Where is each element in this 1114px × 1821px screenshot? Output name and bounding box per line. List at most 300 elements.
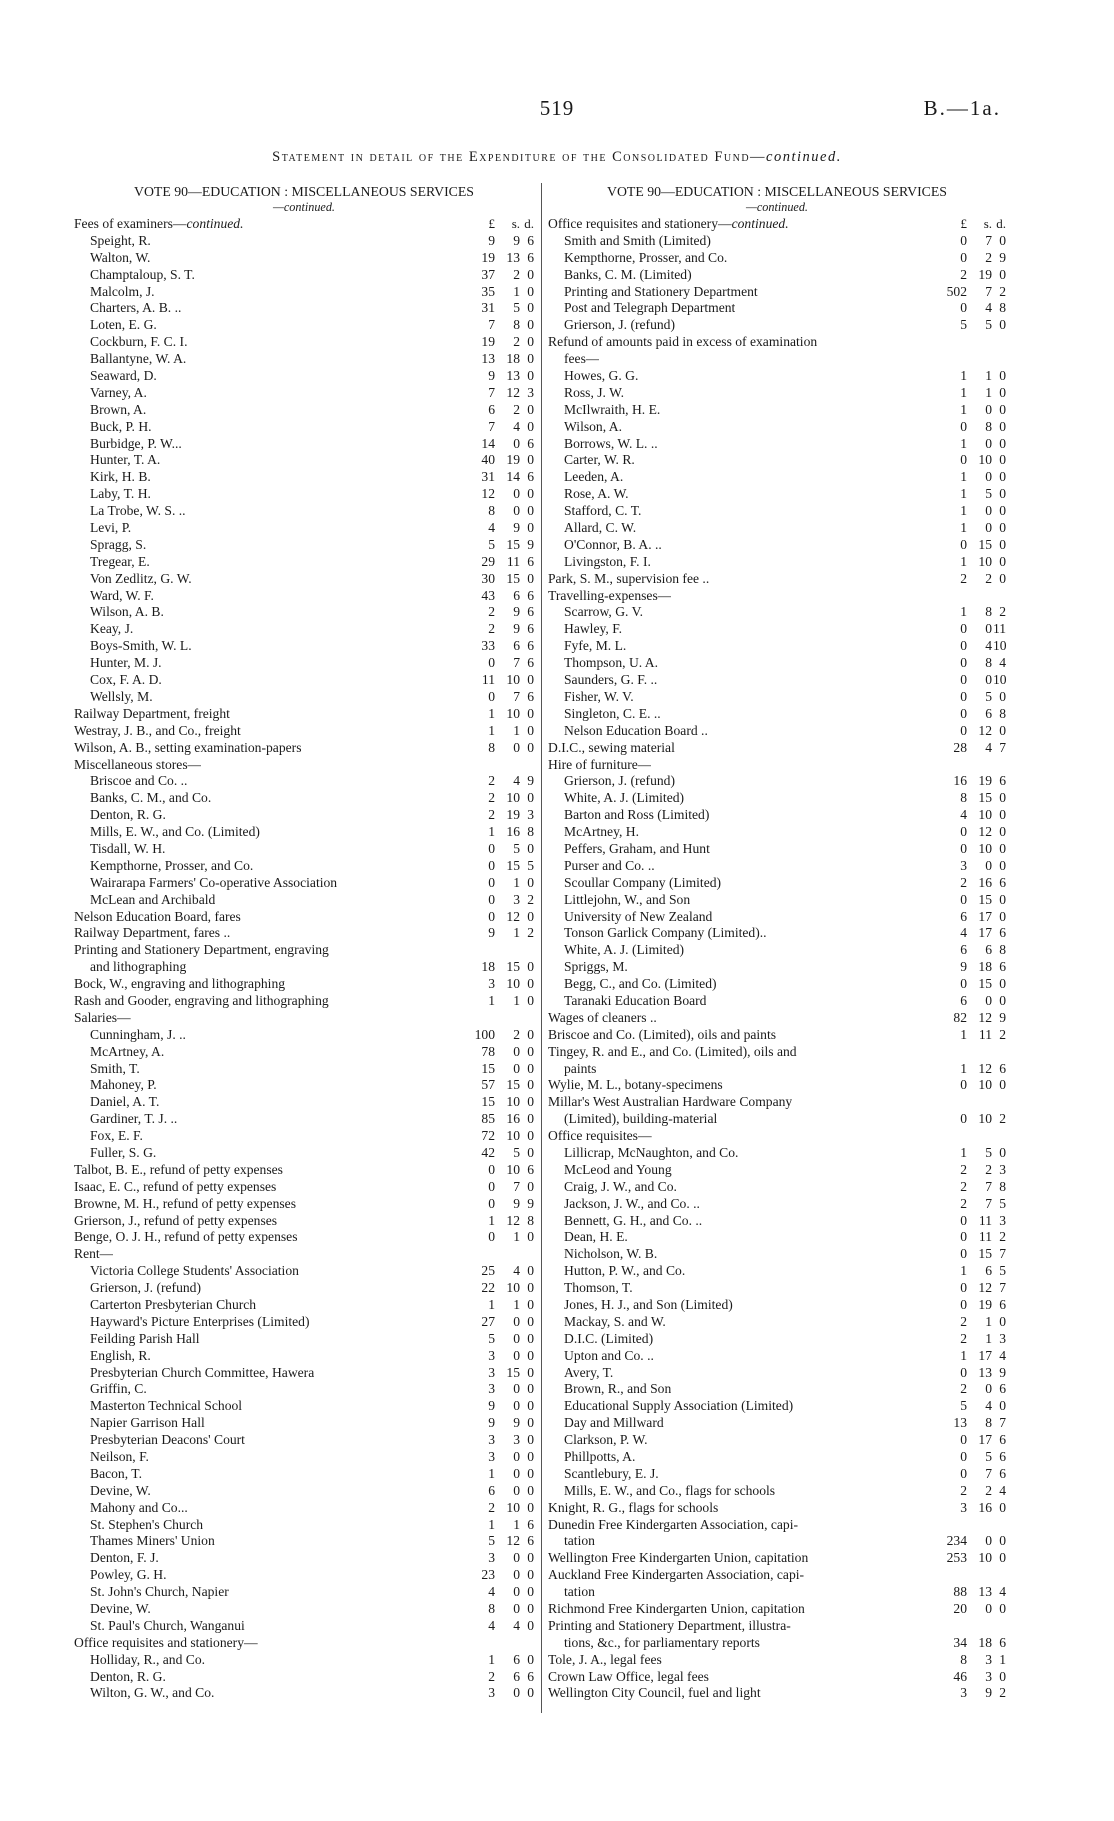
entry-amount	[934, 1517, 1006, 1534]
shillings-value: 4	[513, 1617, 520, 1633]
entry-label: Barton and Ross (Limited)	[564, 807, 710, 823]
pounds-value: 1	[960, 401, 967, 417]
entry-amount	[462, 773, 534, 790]
table-row	[74, 1348, 534, 1365]
shillings-value: 18	[506, 351, 520, 367]
pounds-value: 19	[481, 249, 495, 265]
table-row	[74, 909, 534, 926]
pence-value: 0	[527, 1550, 534, 1566]
entry-label: Cunningham, J. ..	[90, 1026, 186, 1042]
pounds-value: 25	[481, 1263, 495, 1279]
pounds-value: 6	[960, 942, 967, 958]
left-ledger-rows	[74, 216, 534, 1702]
table-row	[548, 503, 1006, 520]
pence-value: 6	[527, 688, 534, 704]
entry-label: Wilson, A.	[564, 418, 622, 434]
pounds-value: 1	[960, 469, 967, 485]
pounds-value: 57	[481, 1077, 495, 1093]
table-row	[74, 1635, 534, 1652]
table-row	[548, 655, 1006, 672]
entry-amount	[462, 1567, 534, 1584]
table-row	[548, 1466, 1006, 1483]
pence-value: 6	[999, 1060, 1006, 1076]
entry-label: Office requisites and stationery—	[74, 1634, 258, 1650]
pence-value: 2	[527, 925, 534, 941]
table-row	[74, 1466, 534, 1483]
table-row	[548, 892, 1006, 909]
shillings-value: 4	[985, 739, 992, 755]
entry-amount	[462, 638, 534, 655]
table-row	[548, 1415, 1006, 1432]
entry-amount	[934, 807, 1006, 824]
pence-value: 0	[527, 672, 534, 688]
entry-amount	[462, 1246, 534, 1263]
pence-value: d.	[524, 216, 534, 231]
entry-amount	[462, 959, 534, 976]
shillings-value: 8	[985, 655, 992, 671]
shillings-value: 12	[506, 908, 520, 924]
entry-label: Begg, C., and Co. (Limited)	[564, 976, 717, 992]
pence-value: 0	[527, 1077, 534, 1093]
entry-amount	[462, 740, 534, 757]
entry-amount	[934, 1432, 1006, 1449]
entry-label: Fox, E. F.	[90, 1128, 143, 1144]
table-row	[548, 807, 1006, 824]
shillings-value: 0	[985, 1533, 992, 1549]
pounds-value: 35	[481, 283, 495, 299]
table-row	[548, 723, 1006, 740]
table-row	[548, 1162, 1006, 1179]
pounds-value: 3	[488, 1347, 495, 1363]
pence-value: 5	[999, 1195, 1006, 1211]
pence-value: 0	[527, 1128, 534, 1144]
pence-value: 0	[527, 976, 534, 992]
entry-label: McArtney, H.	[564, 824, 639, 840]
pence-value: 2	[999, 283, 1006, 299]
entry-label: D.I.C. (Limited)	[564, 1330, 654, 1346]
table-row	[548, 1145, 1006, 1162]
table-row	[548, 706, 1006, 723]
table-row	[548, 1500, 1006, 1517]
pounds-value: 1	[960, 1347, 967, 1363]
shillings-value: 7	[513, 1178, 520, 1194]
table-row	[548, 1685, 1006, 1702]
entry-label: McLeod and Young	[564, 1161, 672, 1177]
entry-label: Nelson Education Board ..	[564, 722, 708, 738]
table-row	[74, 1331, 534, 1348]
entry-label: Richmond Free Kindergarten Union, capitation	[548, 1601, 805, 1617]
shillings-value: 1	[513, 283, 520, 299]
entry-label: Grierson, J. (refund)	[564, 317, 675, 333]
pounds-value: 3	[960, 857, 967, 873]
pence-value: 6	[527, 553, 534, 569]
pence-value: 5	[527, 857, 534, 873]
pence-value: 0	[527, 1499, 534, 1515]
table-row	[548, 1229, 1006, 1246]
shillings-value: 10	[978, 807, 992, 823]
table-row	[74, 1314, 534, 1331]
entry-amount	[934, 1196, 1006, 1213]
entry-label: Taranaki Education Board	[564, 992, 707, 1008]
table-row	[548, 385, 1006, 402]
entry-label: Hayward's Picture Enterprises (Limited)	[90, 1313, 310, 1329]
pence-value: 0	[527, 874, 534, 890]
entry-amount	[934, 402, 1006, 419]
entry-label: St. Stephen's Church	[90, 1516, 204, 1532]
table-row	[74, 267, 534, 284]
pence-value: 0	[999, 688, 1006, 704]
entry-amount	[934, 757, 1006, 774]
entry-amount	[934, 1314, 1006, 1331]
shillings-value: 12	[506, 1212, 520, 1228]
pounds-value: 3	[488, 1550, 495, 1566]
entry-label: Denton, R. G.	[90, 807, 166, 823]
entry-amount	[462, 757, 534, 774]
entry-label: Napier Garrison Hall	[90, 1415, 205, 1431]
shillings-value: 15	[506, 857, 520, 873]
pounds-value: 3	[960, 1499, 967, 1515]
entry-amount	[934, 419, 1006, 436]
pounds-value: 3	[488, 1364, 495, 1380]
entry-label: Fuller, S. G.	[90, 1144, 157, 1160]
table-row	[74, 1500, 534, 1517]
entry-label: English, R.	[90, 1347, 151, 1363]
entry-amount	[934, 452, 1006, 469]
entry-amount	[462, 1263, 534, 1280]
pounds-value: 2	[960, 1195, 967, 1211]
pounds-value: 2	[488, 790, 495, 806]
entry-amount	[934, 267, 1006, 284]
pounds-value: 3	[960, 1685, 967, 1701]
table-row	[74, 1669, 534, 1686]
entry-label: Feilding Parish Hall	[90, 1330, 200, 1346]
pence-value: 6	[999, 1432, 1006, 1448]
shillings-value: 15	[506, 959, 520, 975]
entry-label: Brown, R., and Son	[564, 1381, 672, 1397]
pence-value: 0	[527, 503, 534, 519]
shillings-value: 11	[978, 1026, 992, 1042]
table-row	[74, 1229, 534, 1246]
right-column-subheading: —continued.	[746, 200, 808, 214]
entry-label: Salaries—	[74, 1009, 131, 1025]
entry-label: Mackay, S. and W.	[564, 1313, 666, 1329]
pounds-value: 9	[488, 368, 495, 384]
pounds-value: 1	[488, 1465, 495, 1481]
entry-amount	[462, 1331, 534, 1348]
shillings-value: 0	[513, 1330, 520, 1346]
entry-label: Fees of examiners—continued.	[74, 216, 244, 231]
shillings-value: 6	[513, 1651, 520, 1667]
shillings-value: 10	[978, 840, 992, 856]
entry-label: Post and Telegraph Department	[564, 300, 736, 316]
shillings-value: 10	[978, 553, 992, 569]
pence-value: 0	[527, 368, 534, 384]
entry-label: Jackson, J. W., and Co. ..	[564, 1195, 700, 1211]
table-row	[548, 233, 1006, 250]
entry-amount	[934, 1365, 1006, 1382]
table-row	[548, 368, 1006, 385]
entry-amount	[934, 1466, 1006, 1483]
pounds-value: 2	[960, 1330, 967, 1346]
entry-amount	[934, 723, 1006, 740]
shillings-value: 12	[978, 1280, 992, 1296]
table-row	[74, 638, 534, 655]
pence-value: 6	[527, 435, 534, 451]
right-column-heading: VOTE 90—EDUCATION : MISCELLANEOUS SERVICES	[607, 184, 947, 199]
entry-amount	[462, 706, 534, 723]
table-row	[74, 334, 534, 351]
pence-value: 0	[527, 1111, 534, 1127]
pounds-value: 0	[960, 621, 967, 637]
entry-label: Wilson, A. B.	[90, 604, 164, 620]
table-row	[74, 875, 534, 892]
shillings-value: 9	[513, 1415, 520, 1431]
shillings-value: 13	[506, 368, 520, 384]
shillings-value: 5	[985, 317, 992, 333]
pence-value: 0	[527, 722, 534, 738]
entry-label: McArtney, A.	[90, 1043, 165, 1059]
entry-label: Kempthorne, Prosser, and Co.	[90, 857, 254, 873]
shillings-value: 0	[513, 1567, 520, 1583]
shillings-value: 15	[978, 536, 992, 552]
entry-label: Knight, R. G., flags for schools	[548, 1499, 719, 1515]
shillings-value: 9	[985, 1685, 992, 1701]
entry-label: Mills, E. W., and Co., flags for schools	[564, 1482, 776, 1498]
pence-value: 0	[527, 1043, 534, 1059]
entry-amount	[934, 284, 1006, 301]
table-row	[548, 1432, 1006, 1449]
pence-value: 6	[527, 587, 534, 603]
shillings-value: 15	[978, 1246, 992, 1262]
pounds-value: 0	[960, 1432, 967, 1448]
shillings-value: 17	[978, 925, 992, 941]
entry-label: Mahoney, P.	[90, 1077, 157, 1093]
pence-value: 6	[999, 925, 1006, 941]
shillings-value: 2	[513, 334, 520, 350]
pounds-value: 0	[960, 891, 967, 907]
entry-amount	[934, 858, 1006, 875]
entry-amount	[462, 790, 534, 807]
pounds-value: 0	[488, 908, 495, 924]
table-row	[548, 351, 1006, 368]
table-row	[74, 419, 534, 436]
pence-value: 6	[999, 1465, 1006, 1481]
pence-value: 0	[527, 401, 534, 417]
entry-amount	[462, 1314, 534, 1331]
pounds-value: 4	[488, 520, 495, 536]
shillings-value: 15	[506, 570, 520, 586]
pence-value: 7	[999, 1246, 1006, 1262]
pounds-value: 0	[960, 824, 967, 840]
table-row	[548, 1213, 1006, 1230]
pence-value: 6	[527, 638, 534, 654]
pence-value: 0	[527, 1280, 534, 1296]
pence-value: 0	[999, 1668, 1006, 1684]
pounds-value: 2	[960, 874, 967, 890]
shillings-value: 16	[978, 874, 992, 890]
table-row	[548, 1449, 1006, 1466]
shillings-value: 5	[513, 300, 520, 316]
table-row	[74, 757, 534, 774]
entry-amount	[462, 1061, 534, 1078]
pence-value: 0	[527, 705, 534, 721]
pounds-value: 1	[960, 1026, 967, 1042]
pounds-value: 11	[481, 672, 495, 688]
entry-amount	[934, 385, 1006, 402]
entry-amount	[462, 1179, 534, 1196]
entry-amount	[462, 267, 534, 284]
shillings-value: 19	[506, 807, 520, 823]
entry-label: Avery, T.	[564, 1364, 614, 1380]
pence-value: 4	[999, 1347, 1006, 1363]
entry-amount	[462, 1449, 534, 1466]
table-row	[548, 875, 1006, 892]
table-row	[548, 1314, 1006, 1331]
entry-label: Cockburn, F. C. I.	[90, 334, 188, 350]
pence-value: 0	[527, 1584, 534, 1600]
shillings-value: 2	[985, 1482, 992, 1498]
shillings-value: 11	[978, 1229, 992, 1245]
pence-value: 6	[527, 1161, 534, 1177]
pounds-value: 8	[488, 503, 495, 519]
entry-amount	[462, 672, 534, 689]
entry-amount	[462, 1584, 534, 1601]
table-row	[548, 638, 1006, 655]
entry-label: Scantlebury, E. J.	[564, 1465, 659, 1481]
shillings-value: 7	[985, 1178, 992, 1194]
pounds-value: 1	[960, 604, 967, 620]
entry-label: Rose, A. W.	[564, 486, 629, 502]
pounds-value: 34	[953, 1634, 967, 1650]
pence-value: 1	[999, 1651, 1006, 1667]
entry-amount	[934, 351, 1006, 368]
statement-title-main: Statement in detail of the Expenditure of the Consolidated Fund—	[272, 149, 767, 165]
pence-value: 9	[999, 249, 1006, 265]
shillings-value: 1	[513, 992, 520, 1008]
entry-label: Wylie, M. L., botany-specimens	[548, 1077, 723, 1093]
shillings-value: 16	[978, 1499, 992, 1515]
pounds-value: 0	[960, 705, 967, 721]
pounds-value: £	[960, 216, 967, 231]
table-row	[74, 402, 534, 419]
shillings-value: 6	[985, 705, 992, 721]
pence-value: 0	[527, 1060, 534, 1076]
entry-label: Nicholson, W. B.	[564, 1246, 658, 1262]
shillings-value: 0	[513, 1347, 520, 1363]
entry-amount	[934, 1618, 1006, 1635]
table-row	[548, 1263, 1006, 1280]
shillings-value: 0	[513, 1465, 520, 1481]
entry-amount	[934, 250, 1006, 267]
entry-label: Wilton, G. W., and Co.	[90, 1685, 215, 1701]
table-row	[548, 588, 1006, 605]
entry-amount	[934, 1483, 1006, 1500]
pence-value: 0	[527, 1094, 534, 1110]
shillings-value: 9	[513, 1195, 520, 1211]
table-row	[74, 284, 534, 301]
table-row	[548, 486, 1006, 503]
pounds-value: 4	[960, 925, 967, 941]
entry-amount	[462, 1213, 534, 1230]
pence-value: 0	[527, 452, 534, 468]
pounds-value: 5	[960, 1398, 967, 1414]
shillings-value: 3	[513, 1432, 520, 1448]
pence-value: 9	[527, 536, 534, 552]
shillings-value: 19	[978, 1297, 992, 1312]
entry-label: Loten, E. G.	[90, 317, 157, 333]
entry-label: La Trobe, W. S. ..	[90, 503, 186, 519]
pence-value: 0	[999, 1499, 1006, 1515]
pounds-value: 4	[488, 1584, 495, 1600]
pounds-value: 72	[481, 1128, 495, 1144]
table-row	[74, 773, 534, 790]
entry-label: Browne, M. H., refund of petty expenses	[74, 1195, 296, 1211]
pence-value: 8	[999, 300, 1006, 316]
pence-value: 0	[527, 739, 534, 755]
pence-value: 9	[527, 773, 534, 789]
entry-amount	[934, 1601, 1006, 1618]
pounds-value: 502	[946, 283, 967, 299]
entry-label: Champtaloup, S. T.	[90, 266, 195, 282]
entry-amount	[934, 1280, 1006, 1297]
shillings-value: 10	[978, 452, 992, 468]
entry-label: Scarrow, G. V.	[564, 604, 644, 620]
entry-amount	[462, 892, 534, 909]
entry-label: Leeden, A.	[564, 469, 624, 485]
pence-value: 0	[527, 351, 534, 367]
entry-amount	[934, 909, 1006, 926]
shillings-value: 7	[513, 655, 520, 671]
entry-label: Office requisites and stationery—continued.	[548, 216, 789, 231]
shillings-value: 2	[513, 401, 520, 417]
entry-label: Cox, F. A. D.	[90, 672, 162, 688]
shillings-value: 1	[985, 368, 992, 384]
shillings-value: 0	[985, 672, 992, 688]
entry-label: Hutton, P. W., and Co.	[564, 1263, 686, 1279]
entry-label: paints	[564, 1060, 597, 1076]
pence-value: 0	[999, 486, 1006, 502]
shillings-value: 0	[985, 621, 992, 637]
entry-label: Stafford, C. T.	[564, 503, 642, 519]
entry-label: Presbyterian Deacons' Court	[90, 1432, 245, 1448]
entry-label: Speight, R.	[90, 232, 151, 248]
shillings-value: 5	[985, 1144, 992, 1160]
shillings-value: 4	[985, 1398, 992, 1414]
left-column-subheading: —continued.	[273, 200, 335, 214]
table-row	[74, 672, 534, 689]
pence-value: 2	[527, 891, 534, 907]
entry-amount	[462, 1077, 534, 1094]
pence-value: 3	[527, 384, 534, 400]
entry-amount	[934, 554, 1006, 571]
shillings-value: 5	[513, 840, 520, 856]
entry-amount	[462, 1432, 534, 1449]
table-row	[74, 621, 534, 638]
pounds-value: 0	[960, 232, 967, 248]
table-row	[548, 672, 1006, 689]
entry-amount	[934, 1094, 1006, 1111]
entry-label: Varney, A.	[90, 384, 147, 400]
entry-amount	[462, 1466, 534, 1483]
table-row	[548, 1381, 1006, 1398]
page-number: 519	[539, 96, 575, 120]
table-row	[548, 1044, 1006, 1061]
entry-label: Hire of furniture—	[548, 756, 652, 772]
shillings-value: 3	[513, 891, 520, 907]
pence-value: 0	[999, 469, 1006, 485]
pence-value: 0	[999, 232, 1006, 248]
shillings-value: 2	[513, 1026, 520, 1042]
